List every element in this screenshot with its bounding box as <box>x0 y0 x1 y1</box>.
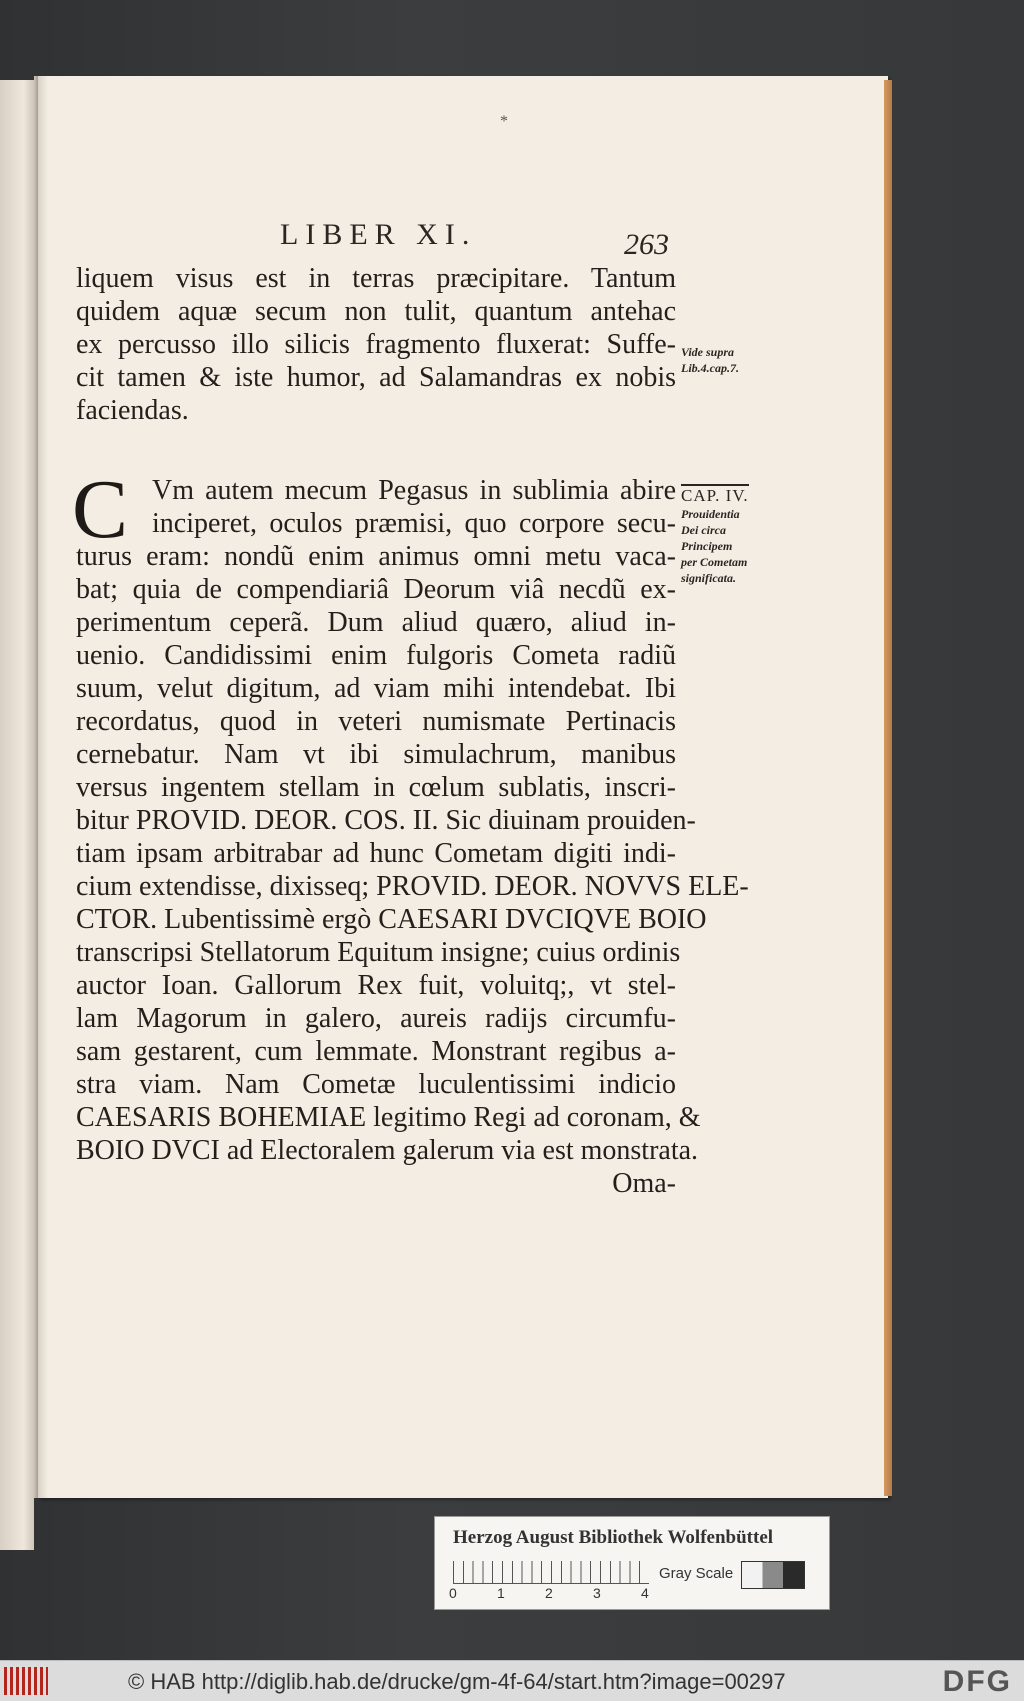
text-line: perimentum ceperã. Dum aliud quæro, aliud in- <box>76 607 676 638</box>
dfg-logo: DFG <box>942 1665 1012 1698</box>
text-line: stra viam. Nam Cometæ luculentissimi indicio <box>76 1069 676 1100</box>
paragraph-1 <box>76 262 676 427</box>
margin-note-line: Lib.4.cap.7. <box>681 361 739 375</box>
text-line: liquem visus est in terras præcipitare. Tantum <box>76 263 676 294</box>
text-line: ex percusso illo silicis fragmento fluxerat: Suffe- <box>76 329 676 360</box>
library-name: Herzog August Bibliothek Wolfenbüttel <box>453 1527 774 1548</box>
text-line: CTOR. Lubentissimè ergò CAESARI DVCIQVE BOIO <box>76 904 707 935</box>
text-line: recordatus, quod in veteri numismate Pertinacis <box>76 706 676 737</box>
page-number: 263 <box>624 228 669 261</box>
text-line: bitur PROVID. DEOR. COS. II. Sic diuinam prouiden- <box>76 805 696 836</box>
running-head: LIBER XI. <box>280 218 477 251</box>
text-line: quidem aquæ secum non tulit, quantum antehac <box>76 296 676 327</box>
margin-note-line: Vide supra <box>681 345 735 359</box>
text-line: cernebatur. Nam vt ibi simulachrum, manibus <box>76 739 676 770</box>
text-line: lam Magorum in galero, aureis radijs circumfu- <box>76 1003 676 1034</box>
text-line: inciperet, oculos præmisi, quo corpore secu- <box>152 508 676 539</box>
text-line: auctor Ioan. Gallorum Rex fuit, voluitq;, vt stel- <box>76 970 676 1001</box>
page-gutter <box>34 76 48 1498</box>
ruler-number: 1 <box>497 1585 505 1601</box>
margin-note-line: Principem <box>681 539 733 553</box>
source-url[interactable]: © HAB http://diglib.hab.de/drucke/gm-4f-64/start.htm?image=00297 <box>128 1669 786 1694</box>
text-line: Vm autem mecum Pegasus in sublimia abire <box>152 475 676 506</box>
text-line: CAESARIS BOHEMIAE legitimo Regi ad coronam, & <box>76 1102 701 1133</box>
ruler-number: 2 <box>545 1585 553 1601</box>
text-line: versus ingentem stellam in cœlum sublatis, inscri- <box>76 772 676 803</box>
page-ornament: * <box>500 113 508 130</box>
gray-scale-label: Gray Scale <box>659 1565 734 1582</box>
catchword: Oma- <box>612 1168 676 1199</box>
text-line: transcripsi Stellatorum Equitum insigne; cuius ordinis <box>76 937 681 968</box>
gray-scale-swatch <box>741 1561 805 1589</box>
text-line: cit tamen & iste humor, ad Salamandras ex nobis <box>76 362 676 393</box>
ruler-number: 4 <box>641 1585 649 1601</box>
text-line: faciendas. <box>76 395 189 426</box>
margin-note-chapter <box>681 484 769 586</box>
ruler-number: 0 <box>449 1585 457 1601</box>
library-color-card <box>434 1516 830 1610</box>
text-line: BOIO DVCI ad Electoralem galerum via est monstrata. <box>76 1135 699 1166</box>
chapter-label: CAP. IV. <box>681 486 749 505</box>
page-fore-edge <box>884 80 892 1496</box>
margin-note-line: significata. <box>681 571 737 585</box>
ruler-number: 3 <box>593 1585 601 1601</box>
text-line: bat; quia de compendiariâ Deorum viâ necdũ ex- <box>76 574 676 605</box>
text-line: sam gestarent, cum lemmate. Monstrant regibus a- <box>76 1036 676 1067</box>
text-line: turus eram: nondũ enim animus omni metu vaca- <box>76 541 676 572</box>
text-line: tiam ipsam arbitrabar ad hunc Cometam digiti indi- <box>76 838 676 869</box>
text-line: uenio. Candidissimi enim fulgoris Cometa radiũ <box>76 640 676 671</box>
margin-note-cross-reference <box>681 344 739 376</box>
drop-capital: C <box>72 463 129 556</box>
margin-note-line: Dei circa <box>681 523 726 537</box>
viewer-footer <box>0 1660 1024 1701</box>
text-line: suum, velut digitum, ad viam mihi intendebat. Ibi <box>76 673 676 704</box>
text-line: cium extendisse, dixisseq; PROVID. DEOR. NOVVS ELE- <box>76 871 749 902</box>
previous-page-edge <box>0 80 34 1550</box>
margin-note-line: Prouidentia <box>681 507 740 521</box>
hab-barcode-logo <box>4 1667 48 1695</box>
margin-note-line: per Cometam <box>681 555 748 569</box>
scale-ruler <box>453 1561 649 1584</box>
